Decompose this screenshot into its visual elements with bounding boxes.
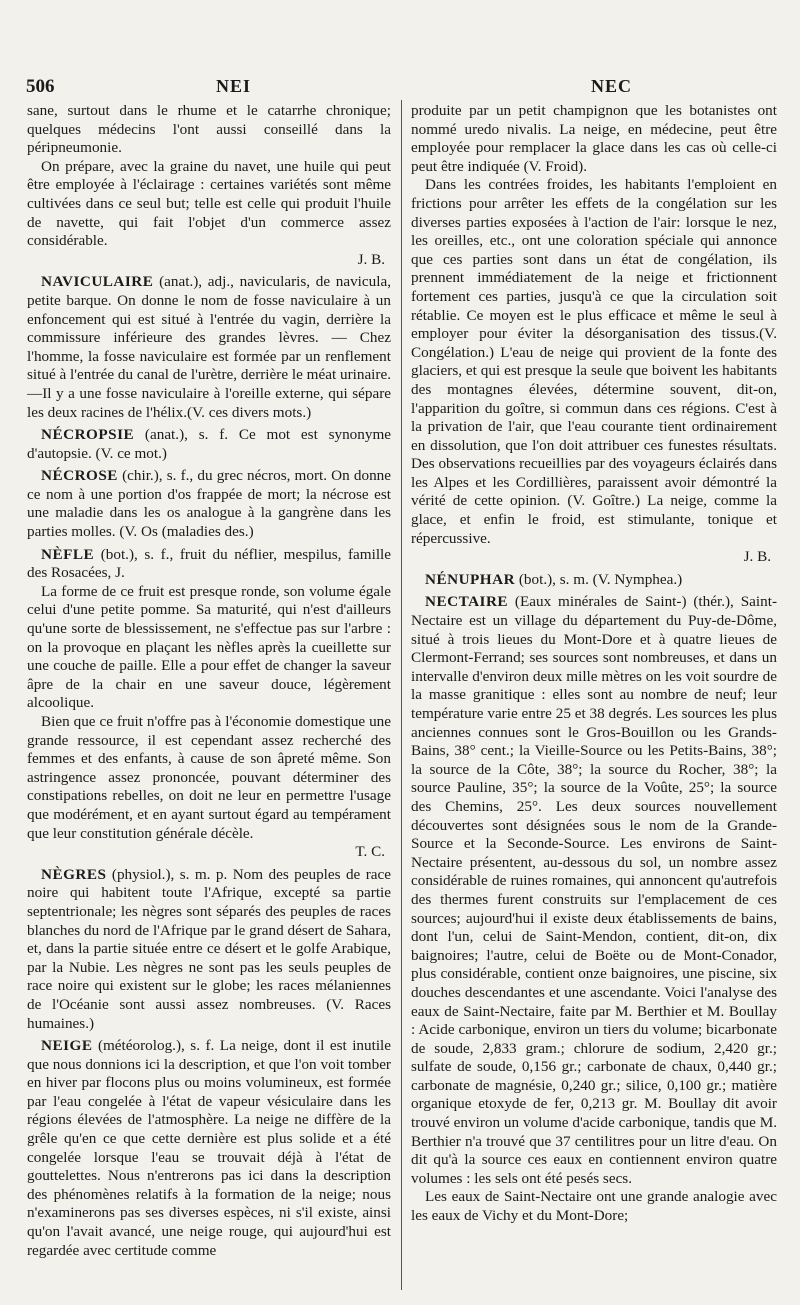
running-head-right: NEC	[591, 76, 633, 96]
paragraph: Les eaux de Saint-Nectaire ont une grande analogie avec les eaux de Vichy et du Mont-Dore;	[411, 1188, 777, 1225]
right-column	[411, 102, 777, 1298]
entry-necrose: NÉCROSE (chir.), s. f., du grec nécros, mort. On donne ce nom à une portion d'os frappée de mort; la nécrose est une maladie dans les os analogue à la gangrène dans les parties molles. (V. Os (maladies des.)	[27, 467, 391, 541]
headword: NECTAIRE	[425, 593, 509, 611]
entry-continuation: sane, surtout dans le rhume et le catarrhe chronique; quelques médecins l'ont aussi conseillé dans la péripneumonie.	[27, 102, 391, 157]
column-divider	[401, 100, 402, 1290]
headword: NEIGE	[41, 1037, 93, 1055]
entry-nenuphar: NÉNUPHAR (bot.), s. m. (V. Nymphea.)	[425, 570, 683, 588]
headword: NÉCROSE	[41, 467, 118, 485]
entry-negres: NÈGRES (physiol.), s. m. p. Nom des peuples de race noire qui habitent toute l'Afrique, excepté sa partie septentrionale; les nègres sont séparés des peuples de races blanches du nord de l'Afrique par le grand désert de Sahara, et, dans la partie située entre ce désert et le golfe Arabique, par la Nubie. Les nègres ne sont pas les seuls peuples de race noire qui existent sur le globe; les races mélaniennes de l'Océanie sont aussi assez nombreuses. (V. Races humaines.)	[27, 865, 391, 1032]
entry-naviculaire: NAVICULAIRE (anat.), adj., navicularis, de navicula, petite barque. On donne le nom de fosse naviculaire à un enfoncement qui est situé à l'entrée du vagin, derrière la commissure inférieure des grandes lèvres. — Chez l'homme, la fosse naviculaire est formée par un renflement situé à l'entrée du canal de l'urètre, derrière le méat urinaire.—Il y a une fosse naviculaire à l'oreille externe, qui sépare les deux racines de l'hélix.(V. ces divers mots.)	[27, 273, 391, 421]
headword: NAVICULAIRE	[41, 273, 154, 291]
paragraph: Dans les contrées froides, les habitants l'emploient en frictions pour arrêter les effets de la congélation sur les diverses parties exposées à l'action de l'air: lorsque le nez, les oreilles, etc., ont une coloration spéciale qui annonce que ces parties sont dans un état de congélation, ils prennent immédiatement de la neige et frictionnent fortement ces parties, jusqu'à ce que la circulation soit rétablie. Ce moyen est le plus efficace et même le seul à employer pour éviter la désorganisation des tissus.(V. Congélation.) L'eau de neige qui provient de la fonte des glaciers, et qui est presque la seule que boivent les habitants des montagnes élevées, détermine souvent, dit-on, l'apparition du goître, si commun dans ces régions. C'est à la privation de l'air, que l'eau courante tient ordinairement en dissolution, que l'on doit attribuer ces funestes résultats. Des observations recueillies par des voyageurs éclairés dans les Alpes et les Cordillières, paraissent avoir démontré la vérité de cette opinion. (V. Goître.) La neige, comme la glace, et enfin le froid, est stimulante, tonique et répercussive. J. B.	[411, 176, 777, 566]
paragraph: Bien que ce fruit n'offre pas à l'économie domestique une grande ressource, il est cependant assez recherché des femmes et des enfants, à cause de son âpreté même. Son astringence assez prononcée, pouvant déterminer des constipations rebelles, on doit ne leur en permettre l'usage que modérément, et en ayant surtout égard au tempérament que leur constitution générale décèle. T. C.	[27, 713, 391, 861]
page-header	[26, 74, 774, 100]
entry-continuation: produite par un petit champignon que les botanistes ont nommé uredo nivalis. La neige, en médecine, peut être employée pour remplacer la glace dans les cas où celle-ci peut être indiquée (V. Froid).	[411, 102, 777, 175]
left-column	[27, 102, 391, 1298]
entry-necropsie: NÉCROPSIE (anat.), s. f. Ce mot est synonyme d'autopsie. (V. ce mot.)	[27, 426, 391, 462]
headword: NÉNUPHAR	[425, 570, 516, 588]
running-head-left: NEI	[216, 76, 252, 96]
headword: NÈGRES	[41, 865, 107, 883]
paragraph: La forme de ce fruit est presque ronde, son volume égale celui d'une petite pomme. Sa maturité, qui n'est d'ailleurs qu'une sorte de blessissement, ne s'effectue pas sur l'arbre : on la provoque en plaçant les nèfles après la cueillette sur une couche de paille. Elle a pour effet de changer la saveur âpre de la chair en une saveur douce, légèrement alcoolique.	[27, 582, 391, 712]
author-signature: J. B.	[357, 250, 385, 268]
author-signature: J. B.	[743, 548, 771, 566]
entry-nefle: NÈFLE (bot.), s. f., fruit du néflier, mespilus, famille des Rosacées, J.	[27, 545, 391, 582]
paragraph: On prépare, avec la graine du navet, une huile qui peut être employée à l'éclairage : certaines variétés sont même cultivées dans ce seul but; telle est celle qui produit l'huile de navette, qui fait l'objet d'un commerce assez considérable. J. B.	[27, 157, 391, 268]
entry-neige: NEIGE (météorolog.), s. f. La neige, dont il est inutile que nous donnions ici la description, et que l'on voit tomber en hiver par flocons plus ou moins volumineux, est formée par l'eau congelée à l'état de vapeur vésiculaire dans les régions élevées de l'atmosphère. La neige ne diffère de la grêle qu'en ce que cette dernière est plus solide et a été congelée lorsque l'eau se trouvait déjà à l'état de gouttelettes. Nous n'entrerons pas ici dans la description des phénomènes relatifs à la formation de la neige; nous n'examinerons pas ses diverses espèces, ni s'il existe, ainsi qu'on l'avait avancé, une neige rouge, qui aujourd'hui est regardée avec certitude comme	[27, 1037, 391, 1259]
page-number: 506	[26, 76, 55, 97]
headword: NÈFLE	[41, 545, 95, 563]
headword: NÉCROPSIE	[41, 426, 135, 444]
entry-nectaire: NECTAIRE (Eaux minérales de Saint-) (thér.), Saint-Nectaire est un village du département du Puy-de-Dôme, situé à trois lieues du Mont-Dore et à quatre lieues de Clermont-Ferrand; ses sources sont nombreuses, et dans un intervalle d'environ deux mille mètres on les voit sourdre de la masse granitique : elles sont au nombre de neuf; leur température varie entre 25 et 38 degrés. Les sources les plus anciennes connues sont le Gros-Bouillon ou les Grands-Bains, 38° cent.; la Vieille-Source ou les Petits-Bains, 38°; la source de la Côte, 38°; la source du Rocher, 38°; la source Pauline, 35°; la source de la Voûte, 25°; la source des Chemins, 25°. Les deux sources nouvellement découvertes sont désignées sous le nom de la Grande-Source et la Seconde-Source. Les environs de Saint-Nectaire présentent, au-dessous du sol, un nombre assez considérable de ruines romaines, qui annoncent qu'autrefois des thermes furent construits sur l'emplacement de ces sources; aujourd'hui il existe deux établissements de bains, dont l'un, celui de Saint-Mendon, contient, dit-on, dix baignoires; l'autre, celui de Boëte ou de Mont-Conador, plus considérable, contient onze baignoires, une piscine, six douches descendantes et une ascendante. Voici l'analyse des eaux de Saint-Nectaire, faite par M. Berthier et M. Boullay : Acide carbonique, environ un tiers du volume; bicarbonate de soude, 2,833 gram.; chlorure de sodium, 2,420 gr.; sulfate de soude, 0,156 gr.; carbonate de chaux, 0,440 gr.; carbonate de magnésie, 0,240 gr.; silice, 0,100 gr.; matière organique etoxyde de fer, 0,213 gr. M. Boullay dit avoir trouvé environ un volume d'acide carbonique, tandis que M. Berthier n'a trouvé que 37 centilitres pour un litre d'eau. On dit qu'à la source ces eaux en contiennent environ quatre volumes : les sels ont été pesés secs.	[411, 593, 777, 1187]
author-signature: T. C.	[355, 843, 385, 861]
